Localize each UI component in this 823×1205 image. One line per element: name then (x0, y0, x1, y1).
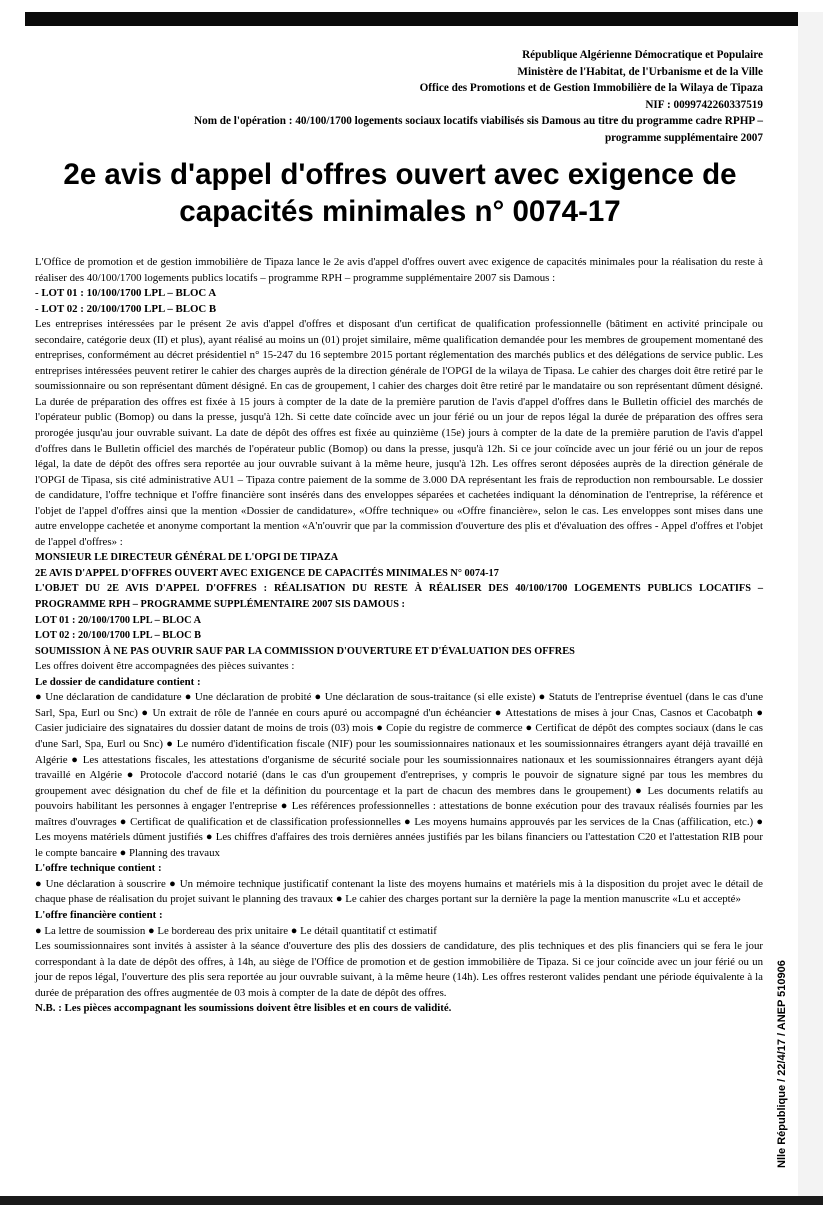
bullet-icon: ● (184, 691, 192, 704)
dossier-heading: Le dossier de candidature contient : (35, 675, 201, 688)
header-office: Office des Promotions et de Gestion Immobilière de la Wilaya de Tipaza (419, 82, 763, 94)
list-item: Planning des travaux (128, 846, 220, 859)
dossier-list (35, 690, 763, 861)
bullet-icon: ● (147, 924, 155, 937)
bullet-icon: ● (756, 815, 764, 828)
notice-body (35, 255, 763, 1017)
notice-title: 2e avis d'appel d'offres ouvert avec exigence de capacités minimales n° 0074-17 (63, 158, 737, 228)
list-item: Le numéro d'identification fiscale (NIF) pour les soumissionnaires nationaux et les soumissionnaires étrangers ayant déjà travaillé en Algérie (35, 737, 763, 766)
list-item: Le cahier des charges portant sur la dernière la page la mention manuscrite «Lu et accepté» (345, 893, 741, 906)
financiere-list (35, 924, 763, 940)
list-item: La lettre de soumission (44, 924, 146, 937)
intro-lot-2: - LOT 02 : 20/100/1700 LPL – BLOC B (35, 302, 217, 315)
intro-lot-1: - LOT 01 : 10/100/1700 LPL – BLOC A (35, 287, 217, 300)
side-reference: Nlle République / 22/4/17 / ANEP 510906 (776, 960, 788, 1168)
bullet-icon: ● (376, 722, 384, 735)
main-paragraph: Les entreprises intéressées par le présent 2e avis d'appel d'offres et disposant d'un certificat de qualification professionnelle (bâtiment en activité principale ou secondaire, catégorie deux (II) et plus), ayant réalisé au moins un (01) projet similaire, même qualification demandée pour les membres de groupement momentané des entreprises, conformément au décret présidentiel n° 15-247 du 16 septembre 2015 portant réglementation des marchés publics et des délégations de service public. Les entreprises intéressées peuvent retirer le cahier des charges auprès de la direction générale de l'OPGI de la wilaya de Tipasa. Le cahier des charges doit être retiré par le soumissionnaire ou son représentant dûment désigné. En cas de groupement, l cahier des charges doit être retiré par le mandataire ou son représentant dûment désigné. La durée de préparation des offres est fixée à 15 jours à compter de la date de la première parution de l'avis d'appel d'offres dans le Bulletin officiel des marchés de l'opérateur public (Bomop) ou dans la presse, jusqu'à 12h. Si cette date coïncide avec un jour férié ou un jour de repos légal la durée de préparation des offres sera prorogée jusqu'au jour ouvrable suivant. La date de dépôt des offres est fixée au quinzième (15e) jours à compter de la date de la première parution de l'avis d'appel d'offres dans le Bulletin officiel des marchés de l'opérateur public (Bomop) ou dans la presse, jusqu'à 12h. Si ce jour coïncide avec un jour férié ou un jour de repos légal, la date de dépôt des offres sera reportée au jour ouvrable suivant à la même heure, jusqu'à 12h. Les offres seront déposées auprès de la direction générale de l'OPGI de Tipasa, sis cité administrative AU1 – Tipaza contre paiement de la somme de 3.000 DA représentant les frais de reproduction non remboursable. Le dossier de candidature, l'offre technique et l'offre financière sont insérés dans des enveloppes séparées et cachetées indiquant la dénomination de l'entreprise, la référence et l'objet de l'appel d'offres ainsi que la mention «Dossier de candidature», «Offre technique» ou «Offre financière», selon le cas. Les enveloppes sont mises dans une autre enveloppe cachetée et anonyme comportant la mention «A'n'ouvrir que par la commission d'ouverture des plis et d'évaluation des offres - Appel d'offres et l'objet de l'appel d'offres» : (35, 318, 763, 548)
list-item: Le bordereau des prix unitaire (157, 924, 289, 937)
bullet-icon: ● (71, 753, 80, 766)
address-object: L'OBJET DU 2E AVIS D'APPEL D'OFFRES : RÉALISATION DU RESTE À RÉALISER DES 40/100/1700 LOGEMENTS PUBLICS LOCATIFS – PROGRAMME RPH – PROGRAMME SUPPLÉMENTAIRE 2007 SIS DAMOUS : (35, 583, 763, 611)
technique-heading: L'offre technique contient : (35, 862, 162, 875)
bullet-icon: ● (290, 924, 298, 937)
list-item: Les moyens humains approuvés par les services de la Cnas (affilication, etc.) (414, 815, 754, 828)
address-lot-2: LOT 02 : 20/100/1700 LPL – BLOC B (35, 630, 202, 642)
bullet-icon: ● (35, 691, 43, 704)
list-item: Les attestations fiscales, les attestations d'organisme de sécurité sociale pour les soumissionnaires nationaux et les soumissionnaires étrangers ayant déjà travaillé en Algérie (35, 753, 763, 782)
technique-list (35, 877, 763, 908)
list-item: Les références professionnelles : attestations de bonne exécution pour des travaux réalisés fournies par les maîtres d'ouvrages (35, 800, 763, 828)
bullet-icon: ● (335, 893, 343, 906)
list-item: Casier judiciaire des signataires du dossier datant de moins de trois (03) mois (35, 722, 374, 735)
header-ministry: Ministère de l'Habitat, de l'Urbanisme et de la Ville (517, 65, 763, 78)
bullet-icon: ● (166, 737, 174, 750)
header-operation: Nom de l'opération : 40/100/1700 logements sociaux locatifs viabilisés sis Damous au titre du programme cadre RPHP – programme supplémentaire 2007 (194, 115, 763, 144)
list-item: Le détail quantitatif ct estimatif (300, 924, 437, 937)
list-item: Protocole d'accord notarié (dans le cas d'un groupement d'entreprises, y compris le pouvoir de signature signé par tous les membres du groupement avec désignation du chef de file et la définition du pourcentage et la part de chacun des membres dans le groupement) (35, 769, 763, 797)
list-item: Les moyens matériels dûment justifiés (35, 831, 203, 844)
list-item: Copie du registre de commerce (386, 722, 523, 735)
list-item: Certificat de dépôt des comptes sociaux (dans le cas d'une Sarl, Spa, Eurl ou Snc) (35, 722, 764, 750)
bullet-icon: ● (119, 815, 127, 828)
nb-note: N.B. : Les pièces accompagnant les soumissions doivent être lisibles et en cours de validité. (35, 1002, 452, 1015)
bullet-icon: ● (404, 815, 412, 828)
bullet-icon: ● (525, 722, 533, 735)
list-item: Une déclaration de sous-traitance (si elle existe) (324, 691, 536, 704)
right-page-edge (798, 12, 823, 1205)
address-notice-ref: 2E AVIS D'APPEL D'OFFRES OUVERT AVEC EXIGENCE DE CAPACITÉS MINIMALES N° 0074-17 (35, 567, 499, 579)
address-lot-1: LOT 01 : 20/100/1700 LPL – BLOC A (35, 614, 202, 626)
header-nif: NIF : 0099742260337519 (645, 98, 763, 111)
address-do-not-open: SOUMISSION À NE PAS OUVRIR SAUF PAR LA COMMISSION D'OUVERTURE ET D'ÉVALUATION DES OFFRES (35, 645, 575, 657)
list-item: Une déclaration de candidature (45, 691, 182, 704)
bullet-icon: ● (119, 846, 127, 859)
financiere-heading: L'offre financière contient : (35, 908, 163, 921)
bullet-icon: ● (314, 691, 322, 704)
offers-accompanied-text: Les offres doivent être accompagnées des pièces suivantes : (35, 660, 295, 673)
address-director: MONSIEUR LE DIRECTEUR GÉNÉRAL DE L'OPGI DE TIPAZA (35, 552, 339, 564)
list-item: Une déclaration à souscrire (45, 877, 166, 890)
bullet-icon: ● (756, 706, 763, 719)
bullet-icon: ● (205, 831, 213, 844)
bullet-icon: ● (141, 706, 149, 719)
bullet-icon: ● (538, 691, 546, 704)
closing-paragraph: Les soumissionnaires sont invités à assister à la séance d'ouverture des plis des dossiers de candidature, des plis techniques et des plis financiers qui se fera le jour correspondant à la date de dépôt des offres, à 14h, au siège de l'Office de promotion et de gestion immobilière de Tipaza. Si ce jour coïncide avec un jour férié ou un jour de repos légal, l'ouverture des plis sera reportée au jour ouvrable suivant, à la même heure (14h). Les offres resteront valides pendant une période équivalente à la durée de préparation des offres augmentée de 03 mois à compter de la date de dépôt des offres. (35, 940, 763, 999)
bullet-icon: ● (126, 769, 136, 782)
bottom-border-bar (0, 1196, 823, 1205)
list-item: Certificat de qualification et de classification professionnelles (130, 815, 401, 828)
list-item: Un mémoire technique justificatif contenant la liste des moyens humains et matériels mis à la disposition du projet avec le détail de chaque phase de réalisation du projet suivant le planning des travaux (35, 877, 763, 906)
list-item: Un extrait de rôle de l'année en cours apuré ou accompagné d'un échéancier (152, 706, 492, 719)
bullet-icon: ● (280, 800, 289, 813)
bullet-icon: ● (35, 877, 43, 890)
list-item: Les chiffres d'affaires des trois dernières années justifiés par les bilans financiers ou l'attestation C20 et l'attestation RIB pour le compte bancaire (35, 831, 763, 859)
intro-paragraph: L'Office de promotion et de gestion immobilière de Tipaza lance le 2e avis d'appel d'offres ouvert avec exigence de capacités minimales pour la réalisation du reste à réaliser des 40/100/1700 logements publics locatifs – programme RPH – programme supplémentaire 2007 sis Damous : (35, 256, 763, 284)
list-item: Une déclaration de probité (194, 691, 312, 704)
bullet-icon: ● (635, 784, 644, 797)
header-block (150, 47, 763, 146)
bullet-icon: ● (169, 877, 177, 890)
bullet-icon: ● (35, 924, 42, 937)
top-border-bar (25, 12, 798, 26)
header-republic: République Algérienne Démocratique et Populaire (522, 49, 763, 61)
list-item: Attestations de mises à jour Cnas, Casnos et Cacobatph (505, 706, 753, 719)
bullet-icon: ● (494, 706, 503, 719)
list-item: Les documents relatifs au pouvoirs habilitant les personnes à engager l'entreprise (35, 784, 763, 813)
list-item: Statuts de l'entreprise éventuel (dans le cas d'une Sarl, Spa, Eurl ou Snc) (35, 691, 764, 719)
